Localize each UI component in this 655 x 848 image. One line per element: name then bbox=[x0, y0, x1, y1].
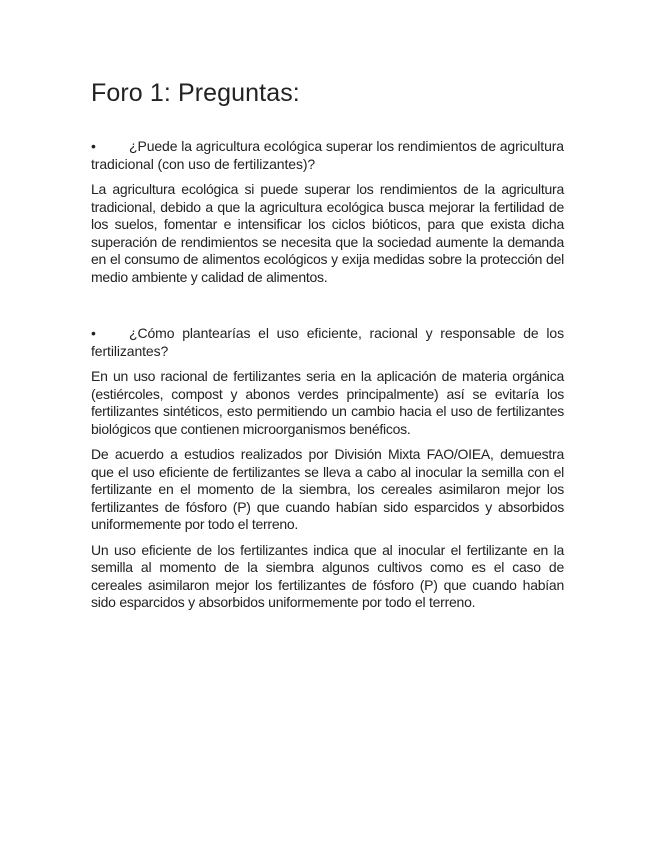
document-page bbox=[91, 78, 564, 620]
bullet-icon: • bbox=[91, 325, 96, 341]
question-1 bbox=[91, 138, 564, 173]
answer-paragraph: De acuerdo a estudios realizados por División Mixta FAO/OIEA, demuestra que el uso eficiente de fertilizantes se lleva a cabo al inocular la semilla con el fertilizante en el momento de la siembra, los cereales asimilaron mejor los fertilizantes de fósforo (P) que cuando habían sido esparcidos y absorbidos uniformemente por todo el terreno. bbox=[91, 446, 564, 532]
question-2 bbox=[91, 325, 564, 360]
question-1-text: ¿Puede la agricultura ecológica superar los rendimientos de agricultura tradicional (con uso de fertilizantes)? bbox=[91, 138, 564, 172]
answer-paragraph: La agricultura ecológica si puede superar los rendimientos de la agricultura tradicional, debido a que la agricultura ecológica busca mejorar la fertilidad de los suelos, fomentar e intensificar los ciclos bióticos, para que exista dicha superación de rendimientos se necesita que la sociedad aumente la demanda en el consumo de alimentos ecológicos y exija medidas sobre la protección del medio ambiente y calidad de alimentos. bbox=[91, 181, 564, 285]
answer-paragraph: Un uso eficiente de los fertilizantes indica que al inocular el fertilizante en la semilla al momento de la siembra algunos cultivos como es el caso de cereales asimilaron mejor los fertilizantes de fósforo (P) que cuando habían sido esparcidos y absorbidos uniformemente por todo el terreno. bbox=[91, 541, 564, 610]
answer-paragraph: En un uso racional de fertilizantes seria en la aplicación de materia orgánica (estiércoles, compost y abonos verdes principalmente) así se evitaría los fertilizantes sintéticos, esto permitiendo un cambio hacia el uso de fertilizantes biológicos que contienen microorganismos benéficos. bbox=[91, 368, 564, 437]
bullet-icon: • bbox=[91, 138, 96, 154]
question-section-2 bbox=[91, 325, 564, 612]
question-2-text: ¿Cómo plantearías el uso eficiente, racional y responsable de los fertilizantes? bbox=[91, 325, 564, 359]
document-title: Foro 1: Preguntas: bbox=[91, 79, 300, 107]
question-section-1 bbox=[91, 138, 564, 286]
